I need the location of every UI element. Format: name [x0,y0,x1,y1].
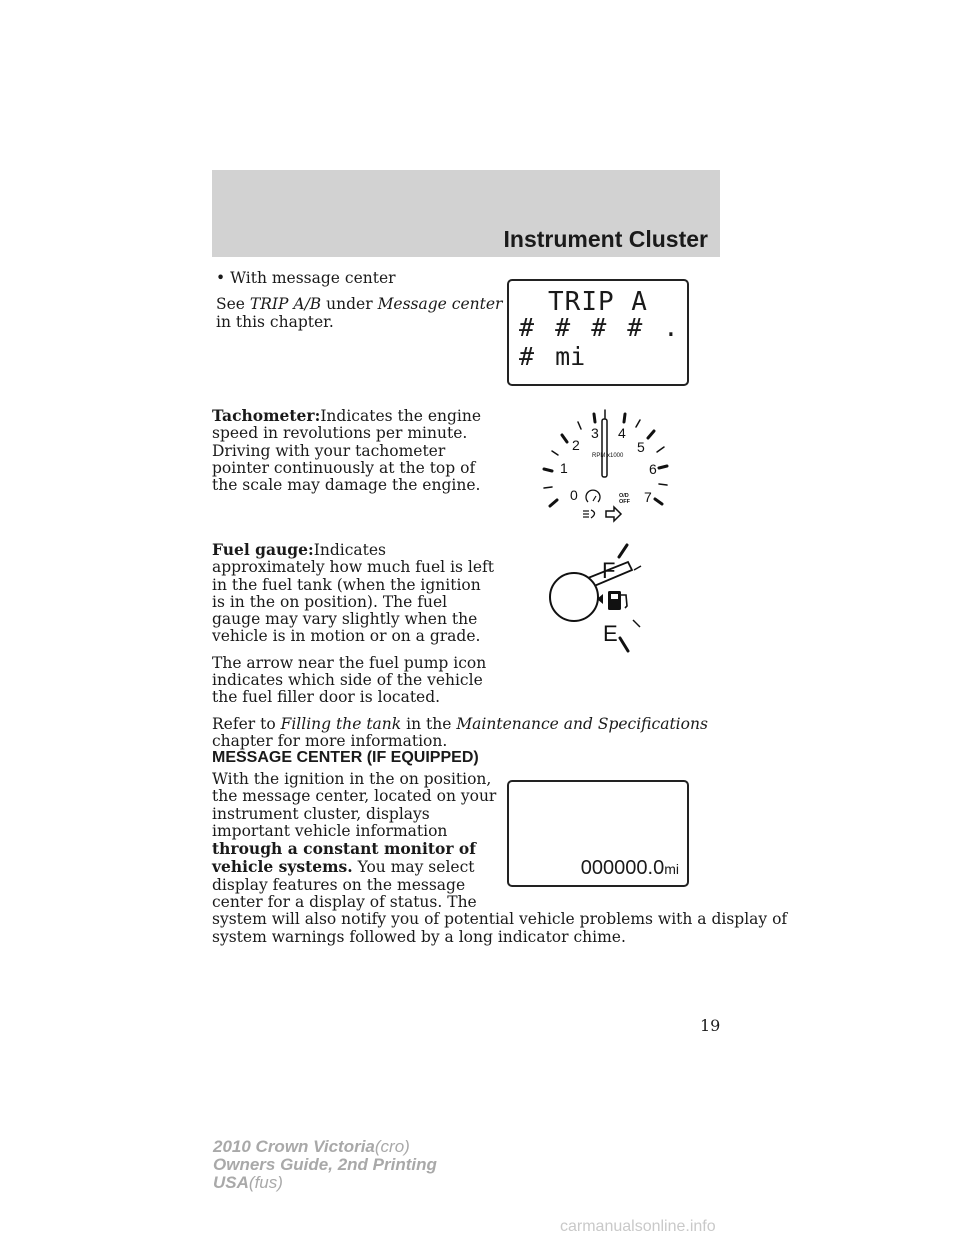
fuel-full-label: F [602,558,616,583]
see-text: See [216,295,245,314]
tach-line: pointer continuously at the top of [212,458,476,477]
filling-tank-link: Filling the tank [280,714,402,733]
message-center-heading: MESSAGE CENTER (IF EQUIPPED) [212,749,479,766]
trip-unit: mi [555,342,586,371]
fuel-pump-icon [608,591,627,610]
footer-region-code: (fus) [248,1173,283,1192]
od-off-label: O/D [619,493,629,499]
full-tick [619,545,627,557]
trip-text [216,270,502,331]
tach-needle [602,419,607,477]
odometer-value: 000000.0 [580,857,665,879]
fuel-arrow-line: indicates which side of the vehicle [212,671,483,690]
chapter-more-text: chapter for more information. [212,731,448,750]
tach-number: 6 [649,461,657,477]
footer [213,1138,437,1192]
in-the-text: in the [406,714,452,733]
trip-link: TRIP A/B [249,295,322,314]
fuel-line: gauge may vary slightly when the [212,610,478,629]
mc-line: With the ignition in the on position, [212,770,492,788]
fuel-label: Fuel gauge: [212,540,314,559]
fuel-line: Indicates [313,541,386,559]
mc-line: center for a display of status. The [212,893,477,912]
fuel-line: is in the on position). The fuel [212,592,448,611]
turn-arrow-icon [606,507,621,521]
page-number: 19 [700,1016,721,1035]
mc-bold-line: vehicle systems. [212,857,353,877]
in-chapter-text: in this chapter. [216,312,334,331]
tach-line: Driving with your tachometer [212,441,446,460]
watermark: carmanualsonline.info [560,1218,716,1235]
fuel-hub [550,573,598,621]
odometer-display [507,780,689,887]
mc-line: important vehicle information [212,821,448,840]
footer-model-code: (cro) [374,1137,410,1156]
mc-bold-line: through a constant monitor of [212,839,476,859]
mc-line: You may select [357,858,475,877]
rpm-label: RPM x1000 [592,453,624,459]
under-text: under [326,295,373,314]
trip-display-value [519,313,687,371]
refer-text: Refer to [212,714,276,733]
tach-number: 5 [637,439,645,455]
empty-tick [620,638,628,651]
fuel-gauge [540,540,660,660]
fuel-line: approximately how much fuel is left [212,558,494,577]
footer-guide: Owners Guide, 2nd Printing [213,1155,437,1174]
tach-number: 4 [618,425,626,441]
quarter-tick [633,620,640,627]
tach-number: 7 [644,489,652,505]
fuel-arrow-line: The arrow near the fuel pump icon [212,653,487,672]
mc-line: the message center, located on your [212,787,497,806]
odometer-unit: mi [664,861,679,877]
tach-line: Indicates the engine [320,407,482,425]
section-title: Instrument Cluster [503,226,708,252]
fuel-line: vehicle is in motion or on a grade. [212,627,481,646]
tach-number: 1 [560,460,568,476]
footer-region: USA [213,1173,249,1192]
trip-display [507,279,689,386]
bullet: • [216,269,226,287]
tachometer-label: Tachometer: [212,406,321,425]
mc-line: display features on the message [212,875,466,894]
header-band [212,170,720,257]
mc-line: instrument cluster, displays [212,804,430,823]
tach-number: 2 [572,437,580,453]
message-center-text [212,771,787,946]
tach-line: speed in revolutions per minute. [212,424,468,443]
headlamp-icon [583,510,595,518]
fuel-line: in the fuel tank (when the ignition [212,575,481,594]
od-off-label: OFF [619,499,630,505]
trip-value-digits: # # # # . # [519,313,682,371]
mc-line: system warnings followed by a long indicator chime. [212,927,626,946]
fuel-arrow-line: the fuel filler door is located. [212,688,441,707]
tach-number: 0 [570,487,578,503]
footer-model: 2010 Crown Victoria [213,1137,375,1156]
trip-display-title: TRIP A [548,287,648,317]
tachometer-text [212,407,481,494]
cruise-icon [586,490,600,502]
bullet-text: With message center [230,269,396,287]
tachometer-gauge [530,405,680,535]
odometer-reading [581,857,679,880]
mc-line: system will also notify you of potential vehicle problems with a display of [212,910,788,929]
tach-number: 3 [591,425,599,441]
tach-line: the scale may damage the engine. [212,476,481,495]
tach-numbers [560,425,657,505]
maintenance-link: Maintenance and Specifications [456,714,708,733]
half-tick [634,566,641,570]
fuel-empty-label: E [603,621,618,646]
message-center-link: Message center [377,295,503,314]
